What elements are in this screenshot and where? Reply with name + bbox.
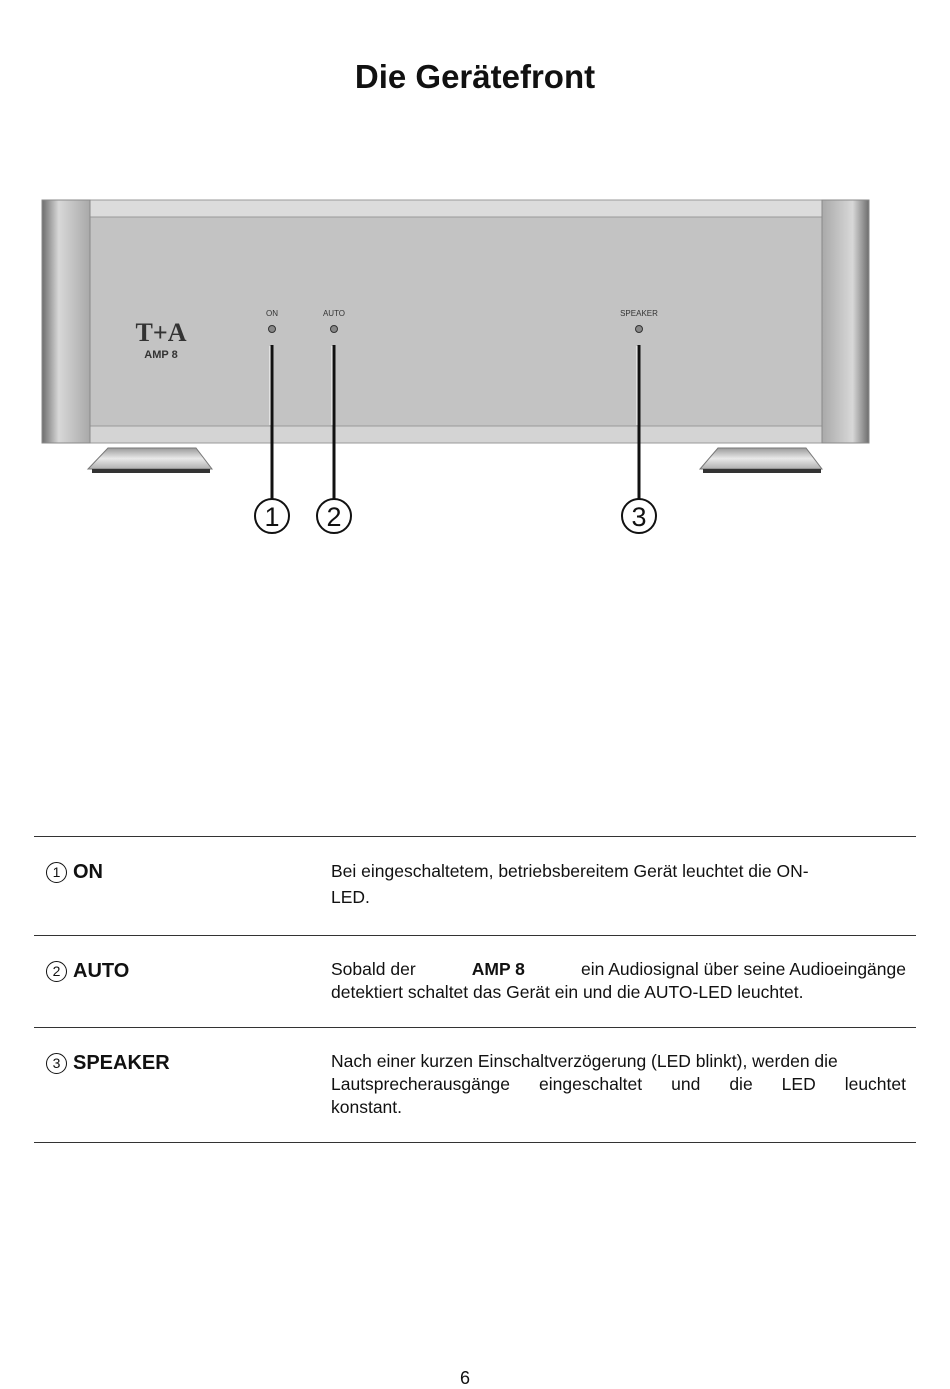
device-front-illustration [0,180,950,560]
callout-number-2: 2 [326,502,342,532]
item-label: SPEAKER [73,1052,170,1074]
item-number: 1 [46,862,67,883]
description-table [34,836,916,1143]
table-row-speaker [34,1027,916,1143]
item-label: AUTO [73,960,130,982]
item-description: Nach einer kurzen Einschaltverzögerung (LED blinkt), werden die Lautsprecherausgänge eingeschaltet und die LED leuchtet konstant. [331,1051,906,1117]
table-row-auto [34,935,916,1027]
led-label-on: ON [266,309,278,318]
led-label-speaker: SPEAKER [620,309,658,318]
brand-logo: T+A [135,318,187,347]
top-edge [42,200,869,217]
led-label-auto: AUTO [322,309,346,318]
item-description: Sobald der AMP 8 ein Audiosignal über seine Audioeingänge detektiert schaltet das Gerät ein und die AUTO-LED leuchtet. [331,959,906,1002]
item-number: 3 [46,1053,67,1074]
front-panel [90,217,822,426]
item-number: 2 [46,961,67,982]
item-description: Bei eingeschaltetem, betriebsbereitem Gerät leuchtet die ON- LED. [331,861,809,907]
item-label: ON [73,861,103,883]
left-side-cap [42,200,90,443]
led-speaker [636,326,643,333]
callout-number-3: 3 [631,502,647,532]
led-on [269,326,276,333]
right-foot [700,448,822,469]
led-auto [331,326,338,333]
callout-number-1: 1 [264,502,280,532]
page-number: 6 [459,1368,470,1388]
right-side-cap [822,200,869,443]
left-foot [88,448,212,469]
model-label: AMP 8 [144,349,178,361]
page-title: Die Gerätefront [354,58,596,95]
table-row-on [34,836,916,935]
bottom-edge [42,426,869,443]
